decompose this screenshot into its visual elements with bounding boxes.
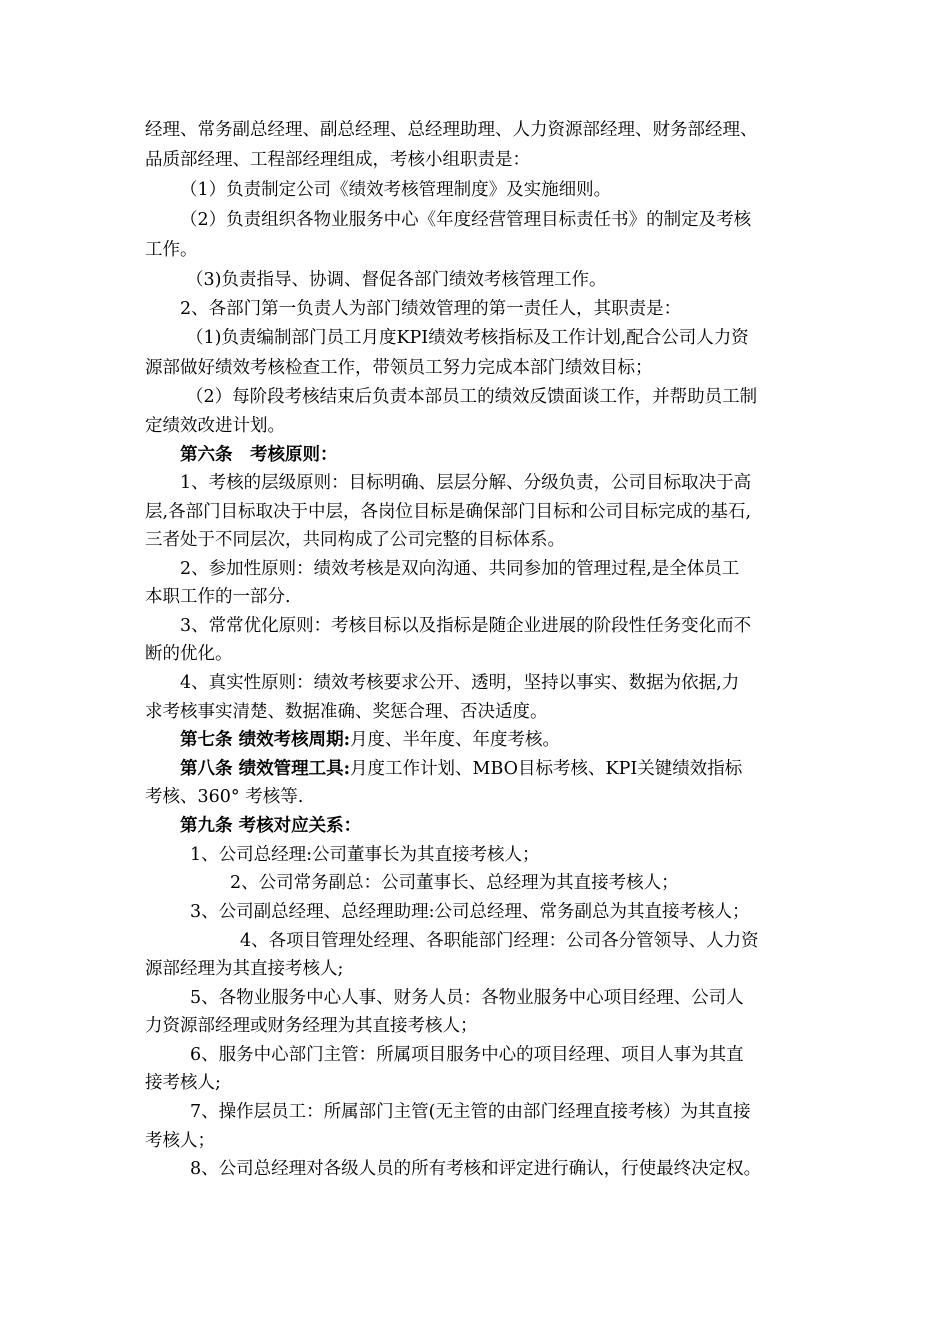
text-line: （2）每阶段考核结束后负责本部员工的绩效反馈面谈工作，并帮助员工制: [186, 387, 758, 407]
text-line: 源部做好绩效考核检查工作，带领员工努力完成本部门绩效目标；: [145, 358, 653, 378]
text-line: （1）负责制定公司《绩效考核管理制度》及实施细则。: [180, 180, 612, 200]
text-line: 工作。: [145, 240, 198, 260]
text-line: 2、各部门第一负责人为部门绩效管理的第一责任人，其职责是：: [180, 299, 682, 319]
text-line: 本职工作的一部分.: [145, 587, 291, 607]
section-text: 月度、半年度、年度考核。: [350, 730, 561, 750]
text-line: 2、公司常务副总：公司董事长、总经理为其直接考核人；: [230, 873, 679, 893]
text-line: 接考核人;: [145, 1073, 221, 1093]
section-heading: 第六条 考核原则：: [180, 445, 338, 465]
text-line: 4、真实性原则：绩效考核要求公开、透明，坚持以事实、数据为依据,力: [180, 673, 740, 693]
text-line: （1)负责编制部门员工月度KPI绩效考核指标及工作计划,配合公司人力资: [186, 328, 749, 348]
text-line: 6、服务中心部门主管：所属项目服务中心的项目经理、项目人事为其直: [190, 1045, 744, 1065]
text-line: 定绩效改进计划。: [145, 416, 285, 436]
text-line: （2）负责组织各物业服务中心《年度经营管理目标责任书》的制定及考核: [180, 210, 752, 230]
text-line: 求考核事实清楚、数据准确、奖惩合理、否决适度。: [145, 702, 548, 722]
text-line: 2、参加性原则：绩效考核是双向沟通、共同参加的管理过程,是全体员工: [180, 559, 740, 579]
section-heading-line: [180, 757, 742, 781]
text-line: 经理、常务副总经理、副总经理、总经理助理、人力资源部经理、财务部经理、: [145, 120, 758, 140]
section-heading: 第九条 考核对应关系：: [180, 816, 362, 836]
text-line: 1、考核的层级原则：目标明确、层层分解、分级负责，公司目标取决于高: [180, 473, 752, 493]
text-line: 5、各物业服务中心人事、财务人员：各物业服务中心项目经理、公司人: [190, 988, 744, 1008]
text-line: 4、各项目管理处经理、各职能部门经理：公司各分管领导、人力资: [240, 931, 759, 951]
text-line: 力资源部经理或财务经理为其直接考核人；: [145, 1016, 478, 1036]
text-line: 品质部经理、工程部经理组成，考核小组职责是：: [145, 150, 530, 170]
text-line: 考核人；: [145, 1131, 215, 1151]
text-line: 三者处于不同层次，共同构成了公司完整的目标体系。: [145, 530, 565, 550]
section-heading-line: [180, 728, 560, 752]
section-heading: 第七条 绩效考核周期:: [180, 730, 351, 750]
text-line: 源部经理为其直接考核人;: [145, 959, 344, 979]
text-line: 3、公司副总经理、总经理助理:公司总经理、常务副总为其直接考核人；: [190, 902, 750, 922]
text-line: 层,各部门目标取决于中层，各岗位目标是确保部门目标和公司目标完成的基石,: [145, 502, 752, 522]
section-text: 月度工作计划、MBO目标考核、KPI关键绩效指标: [350, 759, 743, 779]
text-line: 1、公司总经理:公司董事长为其直接考核人；: [190, 845, 540, 865]
text-line: 8、公司总经理对各级人员的所有考核和评定进行确认，行使最终决定权。: [190, 1159, 762, 1179]
section-heading: 第八条 绩效管理工具:: [180, 759, 351, 779]
text-line: 7、操作层员工：所属部门主管(无主管的由部门经理直接考核）为其直接: [190, 1102, 751, 1122]
text-line: 考核、360° 考核等.: [145, 787, 304, 807]
text-line: 断的优化。: [145, 644, 233, 664]
text-line: （3)负责指导、协调、督促各部门绩效考核管理工作。: [186, 270, 607, 290]
text-line: 3、常常优化原则：考核目标以及指标是随企业进展的阶段性任务变化而不: [180, 616, 752, 636]
